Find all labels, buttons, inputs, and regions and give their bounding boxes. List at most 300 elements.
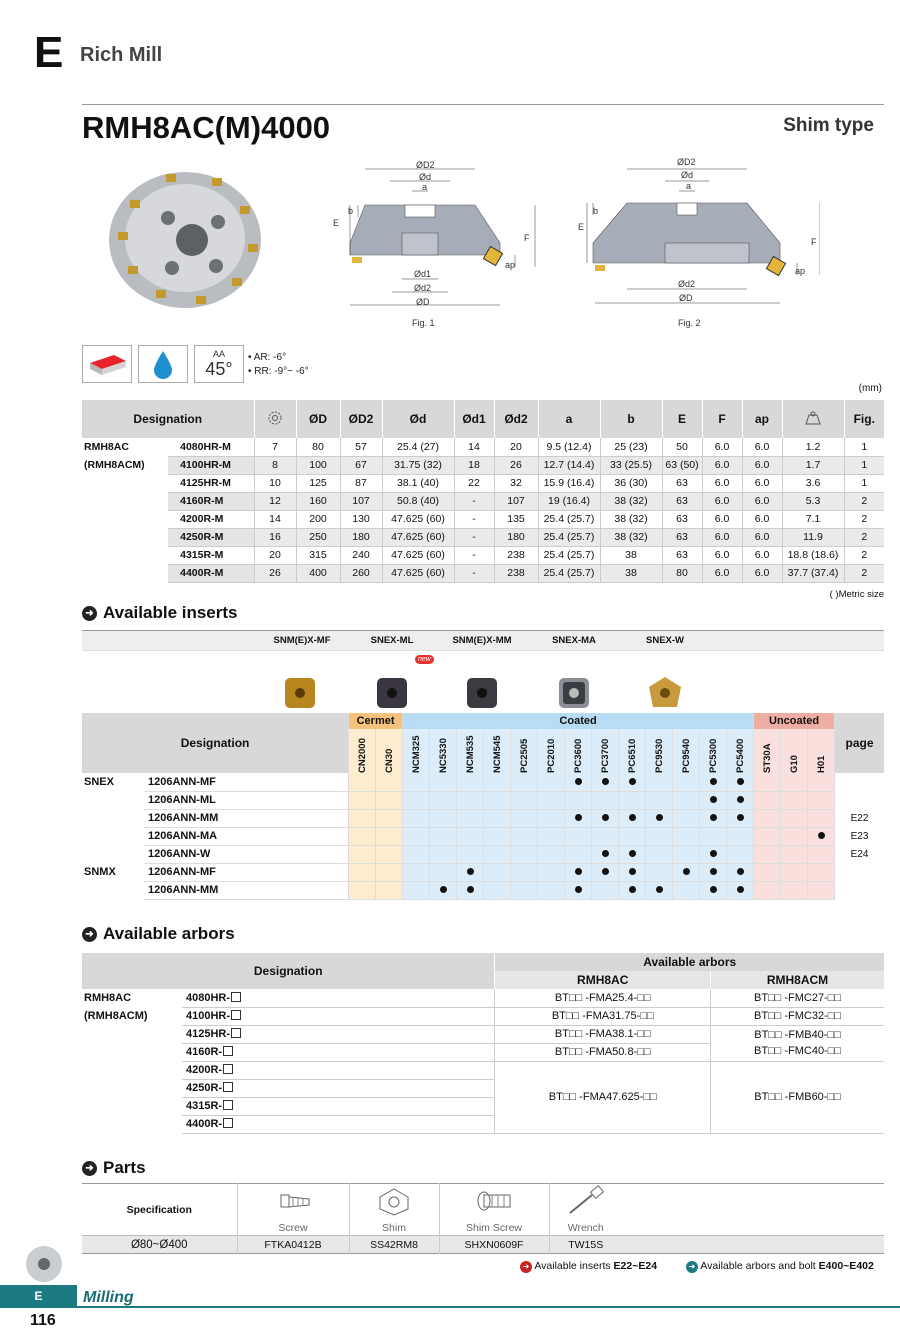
arbor-ac: BT□□ -FMA38.1-□□	[495, 1025, 711, 1043]
grade-cell	[673, 863, 700, 881]
availability-dot	[710, 886, 717, 893]
grade-cell	[403, 827, 430, 845]
grade-cell	[700, 827, 727, 845]
spec-cell: 33 (25.5)	[600, 456, 662, 474]
grade-cell	[376, 845, 403, 863]
rmh8acm-header: RMH8ACM	[711, 971, 884, 989]
spec-cell: 1.2	[782, 438, 844, 456]
spec-cell: 26	[494, 456, 538, 474]
grade-cell	[538, 809, 565, 827]
insert-page: E24	[835, 845, 884, 863]
availability-dot	[467, 886, 474, 893]
spec-cell: 25.4 (25.7)	[538, 510, 600, 528]
spec-row	[82, 510, 884, 528]
spec-cell: 4315R-M	[168, 546, 254, 564]
arbors-reference-link[interactable]	[686, 1260, 874, 1273]
grade-cell	[430, 809, 457, 827]
chapter-tab: E	[0, 1285, 77, 1307]
insert-group	[82, 881, 144, 899]
spec-cell: 6.0	[702, 474, 742, 492]
grade-cell	[565, 827, 592, 845]
property-icons	[82, 345, 244, 383]
grade-cell	[457, 863, 484, 881]
grade-header: PC2505	[511, 729, 538, 773]
grade-cell	[646, 863, 673, 881]
grade-cell	[403, 863, 430, 881]
col-E: E	[662, 400, 702, 438]
grade-header: NCM535	[457, 729, 484, 773]
spec-cell: 8	[254, 456, 296, 474]
spec-cell: 107	[494, 492, 538, 510]
category-label: Milling	[83, 1289, 134, 1306]
spec-cell: 7	[254, 438, 296, 456]
grade-cell	[592, 809, 619, 827]
spec-cell: 260	[340, 564, 382, 582]
dim-D2: ØD2	[416, 160, 435, 170]
availability-dot	[710, 850, 717, 857]
spec-cell: -	[454, 492, 494, 510]
grade-cell	[700, 809, 727, 827]
spec-cell: 2	[844, 528, 884, 546]
spec-cell: 6.0	[702, 492, 742, 510]
grade-cell	[727, 863, 754, 881]
insert-group	[82, 827, 144, 845]
coated-group: Coated	[403, 713, 754, 729]
grade-cell	[376, 863, 403, 881]
figure-2-diagram	[575, 155, 820, 320]
insert-designation: 1206ANN-W	[144, 845, 349, 863]
arrow-right-icon: ➜	[82, 1161, 97, 1176]
rake-notes	[248, 351, 309, 379]
parts-table	[82, 1183, 884, 1254]
availability-dot	[710, 868, 717, 875]
spec-cell: 22	[454, 474, 494, 492]
availability-dot	[602, 868, 609, 875]
grade-cell	[565, 773, 592, 791]
grade-cell	[349, 791, 376, 809]
grade-cell	[808, 809, 835, 827]
availability-dot	[656, 814, 663, 821]
page-title: RMH8AC(M)4000	[82, 110, 331, 145]
insert-page	[835, 863, 884, 881]
grade-cell	[781, 827, 808, 845]
spec-cell: 1	[844, 474, 884, 492]
dim-d: Ød	[419, 172, 432, 182]
grade-header: PC6510	[619, 729, 646, 773]
fig2-dim-D: ØD	[679, 293, 693, 303]
spec-cell: -	[454, 528, 494, 546]
spec-row	[82, 564, 884, 582]
grade-cell	[538, 863, 565, 881]
spec-cell: 38	[600, 564, 662, 582]
part-range: Ø80~Ø400	[130, 1238, 188, 1251]
spec-cell: -	[454, 546, 494, 564]
spec-cell: 125	[296, 474, 340, 492]
grade-cell	[430, 791, 457, 809]
wrench-icon	[564, 1185, 608, 1217]
spec-row	[82, 438, 884, 456]
inserts-title: Available inserts	[103, 603, 238, 622]
spec-cell: 25.4 (27)	[382, 438, 454, 456]
grade-cell	[484, 809, 511, 827]
grade-cell	[754, 773, 781, 791]
grade-cell	[457, 845, 484, 863]
grade-cell	[727, 845, 754, 863]
shim-image-cell	[349, 1184, 439, 1222]
spec-cell: 36 (30)	[600, 474, 662, 492]
availability-dot	[629, 814, 636, 821]
col-d: Ød	[382, 400, 454, 438]
grade-cell	[700, 881, 727, 899]
availability-dot	[710, 778, 717, 785]
grade-cell	[754, 791, 781, 809]
spec-cell: 37.7 (37.4)	[782, 564, 844, 582]
availability-dot	[575, 868, 582, 875]
figure-1-label: Fig. 1	[412, 318, 435, 328]
availability-dot	[440, 886, 447, 893]
spec-cell: 32	[494, 474, 538, 492]
rmh8ac-header: RMH8AC	[495, 971, 711, 989]
angle-value: 45°	[205, 358, 233, 379]
spec-cell: 6.0	[742, 438, 782, 456]
spec-row	[82, 456, 884, 474]
insert-designation: 1206ANN-MF	[144, 863, 349, 881]
grade-header: NCM545	[484, 729, 511, 773]
col-teeth	[254, 400, 296, 438]
availability-dot	[602, 850, 609, 857]
grade-header: PC3600	[565, 729, 592, 773]
grade-cell	[538, 827, 565, 845]
grade-cell	[430, 881, 457, 899]
col-D: ØD	[296, 400, 340, 438]
arbor-designation: 4080HR-	[186, 991, 231, 1004]
arbors-designation-header: Designation	[82, 953, 495, 989]
grade-cell	[403, 881, 430, 899]
col-d2: Ød2	[494, 400, 538, 438]
grade-cell	[430, 845, 457, 863]
placeholder-box	[223, 1064, 233, 1074]
grade-cell	[457, 881, 484, 899]
insert-page: E23	[835, 827, 884, 845]
spec-cell: 3.6	[782, 474, 844, 492]
arbor-designation: 4315R-	[186, 1100, 223, 1112]
spec-cell: 47.625 (60)	[382, 546, 454, 564]
grade-cell	[619, 773, 646, 791]
spec-cell: 4250R-M	[168, 528, 254, 546]
placeholder-box	[231, 992, 241, 1002]
insert-page	[835, 881, 884, 899]
fig2-dim-ap: ap	[795, 266, 806, 276]
grade-cell	[781, 791, 808, 809]
figure-1-diagram	[330, 155, 550, 320]
grade-cell	[565, 791, 592, 809]
grade-cell	[538, 791, 565, 809]
arrow-right-icon: ➜	[82, 606, 97, 621]
grade-header: NCM325	[403, 729, 430, 773]
arbor-ac: BT□□ -FMA50.8-□□	[495, 1043, 711, 1061]
grade-cell	[754, 827, 781, 845]
arbor-acm-multi	[711, 1025, 884, 1061]
grade-cell	[349, 845, 376, 863]
spec-cell: 130	[340, 510, 382, 528]
spec-cell: 2	[844, 492, 884, 510]
grade-cell	[565, 881, 592, 899]
spec-cell: 400	[296, 564, 340, 582]
availability-dot	[710, 796, 717, 803]
spec-row	[82, 546, 884, 564]
spec-cell: 25.4 (25.7)	[538, 528, 600, 546]
spec-cell: 80	[296, 438, 340, 456]
grade-cell	[565, 863, 592, 881]
insert-group: SNEX	[84, 776, 114, 788]
inserts-reference-link[interactable]	[520, 1260, 657, 1273]
placeholder-box	[231, 1028, 241, 1038]
spec-cell: 63	[662, 474, 702, 492]
screw-image-cell	[237, 1184, 349, 1222]
grade-header: H01	[808, 729, 835, 773]
section-letter: E	[34, 28, 63, 77]
spec-cell: 25.4 (25.7)	[538, 564, 600, 582]
grade-cell	[808, 773, 835, 791]
grade-cell	[700, 863, 727, 881]
spec-cell: 18	[454, 456, 494, 474]
arbor-acm: BT□□ -FMB60-□□	[711, 1061, 884, 1133]
teeth-icon	[267, 410, 283, 426]
spec-cell: 63	[662, 528, 702, 546]
spec-cell: 38 (32)	[600, 528, 662, 546]
spec-cell: -	[454, 510, 494, 528]
grade-cell	[646, 827, 673, 845]
spec-cell: 6.0	[702, 456, 742, 474]
grade-cell	[700, 791, 727, 809]
grade-header: PC2010	[538, 729, 565, 773]
note-rr: • RR: -9°~ -6°	[248, 366, 309, 377]
dim-d1: Ød1	[414, 269, 432, 279]
availability-dot	[575, 814, 582, 821]
grade-cell	[619, 881, 646, 899]
spec-cell: 63 (50)	[662, 456, 702, 474]
grade-cell	[646, 773, 673, 791]
insert-designation: 1206ANN-MM	[144, 809, 349, 827]
grade-cell	[754, 881, 781, 899]
page-number: 116	[30, 1312, 56, 1329]
arbor-row	[182, 1115, 495, 1133]
grade-header: G10	[781, 729, 808, 773]
spec-cell: 31.75 (32)	[382, 456, 454, 474]
arrow-right-icon: ➜	[82, 927, 97, 942]
spec-cell: 87	[340, 474, 382, 492]
divider	[82, 104, 884, 105]
arrow-right-icon: ➜	[686, 1261, 698, 1273]
shim-screw-icon	[472, 1185, 516, 1217]
insert-designation: 1206ANN-MA	[144, 827, 349, 845]
insert-name: SNEX-ML	[370, 635, 414, 646]
dim-d2: Ød2	[414, 283, 432, 293]
availability-dot	[629, 778, 636, 785]
insert-designation: 1206ANN-MM	[144, 881, 349, 899]
dim-a: a	[422, 182, 428, 192]
spec-cell: 10	[254, 474, 296, 492]
grade-cell	[646, 845, 673, 863]
grade-cell	[565, 845, 592, 863]
spec-cell: 240	[340, 546, 382, 564]
insert-group: SNMX	[84, 866, 116, 878]
shim-icon	[374, 1185, 414, 1217]
insert-row	[82, 809, 884, 827]
availability-dot	[629, 868, 636, 875]
spec-row	[82, 492, 884, 510]
availability-dot	[575, 778, 582, 785]
col-b: b	[600, 400, 662, 438]
footer-rule	[0, 1306, 900, 1308]
grade-header: PC3700	[592, 729, 619, 773]
grade-cell	[457, 773, 484, 791]
grade-cell	[673, 791, 700, 809]
availability-dot	[575, 886, 582, 893]
grade-cell	[349, 827, 376, 845]
weight-icon	[804, 411, 822, 425]
approach-angle-icon	[194, 345, 244, 383]
grade-cell	[376, 881, 403, 899]
grade-cell	[430, 773, 457, 791]
grade-header: NC5330	[430, 729, 457, 773]
availability-dot	[629, 886, 636, 893]
arrow-right-icon: ➜	[520, 1261, 532, 1273]
spec-cell: 63	[662, 492, 702, 510]
arbor-ac: BT□□ -FMA47.625-□□	[495, 1061, 711, 1133]
spec-cell: 80	[662, 564, 702, 582]
spec-cell: 100	[296, 456, 340, 474]
availability-dot	[656, 886, 663, 893]
part-code: SS42RM8	[349, 1236, 439, 1254]
fig2-dim-d: Ød	[681, 170, 694, 180]
spec-cell: 25.4 (25.7)	[538, 546, 600, 564]
insert-mf-image	[280, 673, 320, 713]
insert-row	[82, 773, 884, 791]
arbor-row	[182, 1007, 495, 1025]
fig2-dim-a: a	[686, 181, 692, 191]
arbor-row	[182, 1043, 495, 1061]
spec-cell: 6.0	[742, 564, 782, 582]
grade-header: CN2000	[349, 729, 376, 773]
grade-cell	[673, 881, 700, 899]
grade-cell	[349, 863, 376, 881]
grade-cell	[700, 773, 727, 791]
aa-label: AA	[212, 348, 225, 359]
spec-cell: 16	[254, 528, 296, 546]
grade-cell	[727, 881, 754, 899]
grade-cell	[538, 845, 565, 863]
cutter-image	[100, 160, 270, 310]
grade-header: ST30A	[754, 729, 781, 773]
insert-group	[82, 809, 144, 827]
grade-cell	[376, 827, 403, 845]
availability-dot	[629, 850, 636, 857]
placeholder-box	[223, 1082, 233, 1092]
insert-designation: 1206ANN-ML	[144, 791, 349, 809]
spec-cell: 18.8 (18.6)	[782, 546, 844, 564]
spec-cell: 315	[296, 546, 340, 564]
spec-cell: 5.3	[782, 492, 844, 510]
grade-cell	[727, 809, 754, 827]
grade-cell	[781, 863, 808, 881]
grade-cell	[511, 791, 538, 809]
fig2-dim-b: b	[593, 206, 599, 216]
insert-images-row	[82, 650, 884, 714]
availability-dot	[683, 868, 690, 875]
insert-page	[835, 791, 884, 809]
availability-dot	[737, 886, 744, 893]
figure-2-label: Fig. 2	[678, 318, 701, 328]
spec-cell: 14	[254, 510, 296, 528]
product-type: Shim type	[783, 115, 874, 136]
arbor-acm: BT□□ -FMC27-□□	[711, 989, 884, 1007]
arbor-acm: BT□□ -FMB40-□□	[754, 1029, 841, 1041]
arbor-group: RMH8AC	[84, 992, 132, 1004]
ref-pages: E400~E402	[818, 1260, 874, 1272]
inserts-designation-header: Designation	[82, 713, 349, 773]
grade-cell	[754, 845, 781, 863]
spec-cell: 15.9 (16.4)	[538, 474, 600, 492]
cermet-group: Cermet	[349, 713, 403, 729]
col-weight	[782, 400, 844, 438]
arbor-designation: 4200R-	[186, 1064, 223, 1076]
fig2-dim-d2: Ød2	[678, 279, 696, 289]
cutter-thumbnail	[24, 1244, 64, 1284]
part-name: Screw	[237, 1222, 349, 1236]
grade-cell	[376, 791, 403, 809]
arbor-row	[182, 1025, 495, 1043]
spec-cell: 6.0	[702, 546, 742, 564]
grade-cell	[754, 809, 781, 827]
grade-cell	[619, 827, 646, 845]
spec-cell: 6.0	[742, 492, 782, 510]
grade-header: PC9530	[646, 729, 673, 773]
spec-cell: 7.1	[782, 510, 844, 528]
grade-cell	[673, 773, 700, 791]
arbor-designation: 4250R-	[186, 1082, 223, 1094]
ref-text: Available inserts	[534, 1260, 611, 1272]
placeholder-box	[223, 1118, 233, 1128]
grade-cell	[403, 809, 430, 827]
grade-cell	[592, 773, 619, 791]
grade-cell	[673, 827, 700, 845]
col-F: F	[702, 400, 742, 438]
placeholder-box	[223, 1100, 233, 1110]
grade-header: PC9540	[673, 729, 700, 773]
insert-name: SNM(E)X-MM	[452, 635, 512, 646]
spec-cell: 180	[494, 528, 538, 546]
grade-cell	[349, 773, 376, 791]
arbors-heading	[82, 924, 235, 944]
grade-cell	[592, 863, 619, 881]
grade-cell	[619, 863, 646, 881]
col-fig: Fig.	[844, 400, 884, 438]
spec-cell: 6.0	[742, 474, 782, 492]
spec-cell: 6.0	[742, 528, 782, 546]
grade-cell	[754, 863, 781, 881]
spec-group: RMH8AC	[84, 441, 129, 453]
dim-ap: ap	[505, 260, 516, 270]
grade-cell	[538, 881, 565, 899]
availability-dot	[818, 832, 825, 839]
new-badge: new	[415, 655, 434, 664]
spec-row	[82, 528, 884, 546]
grade-cell	[484, 845, 511, 863]
grade-cell	[403, 791, 430, 809]
inserts-table	[82, 713, 884, 900]
arbor-row	[182, 989, 495, 1007]
